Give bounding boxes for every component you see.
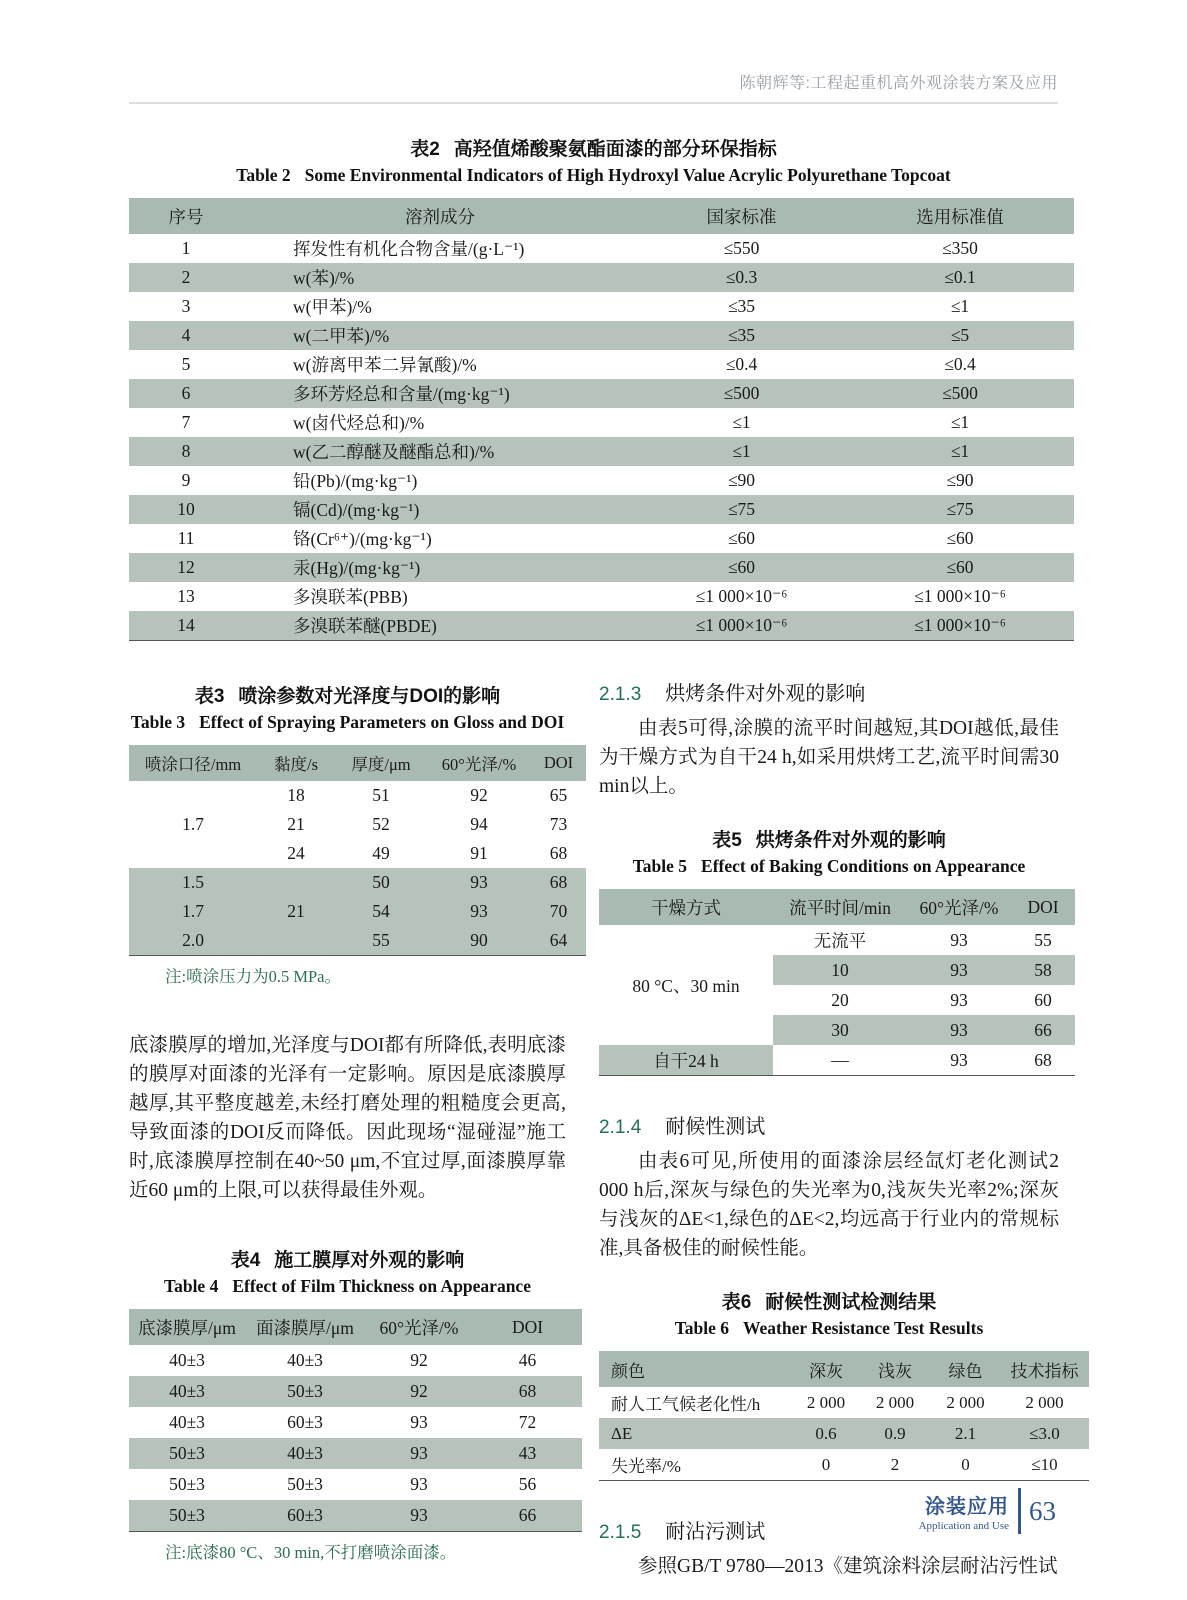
cell: 40±3 xyxy=(245,1438,365,1469)
cell: 11 xyxy=(177,528,195,548)
cell: 51 xyxy=(372,785,390,805)
cell: 90 xyxy=(427,926,531,956)
film-thickness-table xyxy=(129,1309,582,1532)
cell: 2.1 xyxy=(931,1418,1000,1449)
cell: 93 xyxy=(950,929,968,950)
cell: 80 °C、30 min xyxy=(632,975,740,996)
section-heading-2-1-3 xyxy=(599,677,1059,706)
cell: ≤1 000×10⁻⁶ xyxy=(914,586,1006,606)
cell: 92 xyxy=(410,1350,428,1370)
column-header: 技术指标 xyxy=(1000,1351,1089,1387)
cell: 40±3 xyxy=(287,1350,323,1370)
cell: 40±3 xyxy=(169,1350,205,1370)
cell: ≤60 xyxy=(846,553,1074,582)
cell: ≤0.4 xyxy=(725,354,758,374)
table6-label-cn: 表6 xyxy=(721,1292,752,1313)
table2-title-cn xyxy=(129,134,1058,161)
cell: 0.6 xyxy=(793,1418,859,1449)
cell: ≤60 xyxy=(727,528,756,548)
cell: w(乙二醇醚及醚酯总和)/% xyxy=(243,437,637,466)
cell: 70 xyxy=(531,897,586,926)
cell: 多溴联苯醚(PBDE) xyxy=(243,611,637,641)
table5-label-en: Table 5 xyxy=(632,856,688,876)
cell: 镉(Cd)/(mg·kg⁻¹) xyxy=(243,495,637,524)
column-header: 颜色 xyxy=(599,1351,793,1387)
cell: 12 xyxy=(129,553,243,582)
cell: 65 xyxy=(549,785,568,805)
table2-label-cn: 表2 xyxy=(410,139,440,160)
cell: ≤1 xyxy=(732,412,751,432)
footer-section-en: Application and Use xyxy=(918,1520,1009,1532)
cell: 多溴联苯(PBB) xyxy=(293,587,408,607)
column-header: 黏度/s xyxy=(257,745,335,781)
section-title: 耐沾污测试 xyxy=(665,1521,766,1543)
table5-title-en-text: Effect of Baking Conditions on Appearance xyxy=(701,856,1026,876)
cell: 55 xyxy=(1034,929,1052,950)
left-column xyxy=(129,667,574,1563)
cell: w(苯)/% xyxy=(243,263,637,292)
cell: ≤1 xyxy=(637,437,846,466)
cell: ≤3.0 xyxy=(1000,1418,1089,1449)
cell: 10 xyxy=(129,495,243,524)
table5-title-cn xyxy=(599,825,1059,852)
cell: 60±3 xyxy=(287,1412,323,1432)
cell: 68 xyxy=(473,1376,582,1407)
cell: 93 xyxy=(427,897,531,926)
cell: 自干24 h xyxy=(599,1045,773,1076)
table4-label-cn: 表4 xyxy=(230,1250,261,1271)
cell: 失光率/% xyxy=(611,1457,681,1476)
table3-note: 注:喷涂压力为0.5 MPa。 xyxy=(165,967,342,986)
cell: 49 xyxy=(372,843,390,863)
section-heading-2-1-4 xyxy=(599,1110,1059,1139)
cell: 60±3 xyxy=(245,1500,365,1532)
column-header: 喷涂口径/mm xyxy=(129,745,257,781)
cell: 50 xyxy=(335,868,427,897)
cell: ≤75 xyxy=(846,495,1074,524)
cell: ≤60 xyxy=(637,553,846,582)
column-header: 溶剂成分 xyxy=(243,198,637,234)
cell: 1.5 xyxy=(129,868,257,897)
section-2-1-3-body: 由表5可得,涂膜的流平时间越短,其DOI越低,最佳为干燥方式为自干24 h,如采用烘烤工艺,流平时间需30 min以上。 xyxy=(599,718,1059,797)
column-header: 厚度/μm xyxy=(335,745,427,781)
cell: ≤10 xyxy=(1031,1454,1058,1474)
cell: ≤500 xyxy=(846,379,1074,408)
cell: 40±3 xyxy=(169,1412,205,1432)
cell: w(甲苯)/% xyxy=(293,297,372,317)
cell: 93 xyxy=(950,989,968,1010)
header-divider xyxy=(129,102,1058,104)
column-header: 60°光泽/% xyxy=(907,889,1011,925)
cell: 无流平 xyxy=(813,930,867,951)
cell: ≤0.3 xyxy=(637,263,846,292)
cell: 68 xyxy=(531,868,586,897)
cell xyxy=(257,868,335,897)
table5-label-cn: 表5 xyxy=(712,830,742,851)
table2-title-en xyxy=(129,165,1058,186)
cell: 52 xyxy=(372,814,390,834)
cell: 挥发性有机化合物含量/(g·L⁻¹) xyxy=(293,239,525,259)
body-paragraph-film-thickness: 底漆膜厚的增加,光泽度与DOI都有所降低,表明底漆的膜厚对面漆的光泽有一定影响。原因是底漆膜厚越厚,其平整度越差,未经打磨处理的粗糙度会更高,导致面漆的DOI反而降低。因此现场“湿碰湿”施工时,底漆膜厚控制在40~50 μm,不宜过厚,面漆膜厚靠近60 μm的上限,可以获得最佳外观。 xyxy=(129,1035,566,1201)
column-header: 流平时间/min xyxy=(773,889,907,925)
column-header: 干燥方式 xyxy=(599,889,773,925)
cell: 20 xyxy=(831,989,849,1010)
cell: ≤90 xyxy=(727,470,756,490)
cell: 73 xyxy=(549,814,568,834)
cell: 92 xyxy=(470,785,488,805)
cell: 50±3 xyxy=(169,1474,205,1494)
cell: 50±3 xyxy=(129,1438,245,1469)
column-header: 60°光泽/% xyxy=(427,745,531,781)
table5-title-en xyxy=(599,856,1059,877)
table2-title-cn-text: 高羟值烯酸聚氨酯面漆的部分环保指标 xyxy=(453,139,777,160)
section-number: 2.1.4 xyxy=(599,1117,642,1138)
cell: ≤35 xyxy=(727,296,756,316)
cell: 0 xyxy=(821,1454,831,1474)
cell: ≤1 000×10⁻⁶ xyxy=(637,611,846,641)
cell: 46 xyxy=(518,1350,537,1370)
footer-divider-bar xyxy=(1018,1488,1021,1534)
cell: 耐人工气候老化性/h xyxy=(611,1395,761,1414)
cell: 91 xyxy=(470,843,488,863)
column-header: 60°光泽/% xyxy=(365,1309,473,1345)
cell: w(二甲苯)/% xyxy=(243,321,637,350)
cell: 6 xyxy=(129,379,243,408)
cell: 21 xyxy=(257,897,335,926)
cell: 60 xyxy=(1034,989,1052,1010)
cell: 54 xyxy=(335,897,427,926)
cell: 66 xyxy=(1011,1015,1075,1045)
section-2-1-5-body: 参照GB/T 9780—2013《建筑涂料涂层耐沾污性试 xyxy=(638,1556,1058,1577)
weather-resistance-table xyxy=(599,1351,1089,1481)
cell: 7 xyxy=(181,412,191,432)
cell: ≤35 xyxy=(637,321,846,350)
page-footer xyxy=(919,1488,1056,1534)
cell: 55 xyxy=(335,926,427,956)
cell: ≤5 xyxy=(846,321,1074,350)
cell: 铅(Pb)/(mg·kg⁻¹) xyxy=(293,471,418,491)
cell: 2 000 xyxy=(806,1392,846,1412)
page-number: 63 xyxy=(1029,1495,1056,1526)
cell: 50±3 xyxy=(129,1500,245,1532)
table3-title-en xyxy=(129,712,566,733)
cell: 2 000 xyxy=(946,1392,985,1412)
cell: 18 xyxy=(287,785,305,805)
column-header: 深灰 xyxy=(793,1351,859,1387)
cell: ≤0.1 xyxy=(846,263,1074,292)
cell: 2 000 xyxy=(875,1392,915,1412)
table4-title-en xyxy=(129,1276,566,1297)
table3-title-en-text: Effect of Spraying Parameters on Gloss and DOI xyxy=(199,712,565,732)
cell: ≤500 xyxy=(637,379,846,408)
footer-section-cn: 涂装应用 xyxy=(925,1496,1009,1518)
cell: 93 xyxy=(365,1500,473,1532)
cell: 58 xyxy=(1011,955,1075,985)
table4-title-en-text: Effect of Film Thickness on Appearance xyxy=(232,1276,531,1296)
cell: ≤75 xyxy=(637,495,846,524)
section-number: 2.1.5 xyxy=(599,1522,642,1543)
cell: 铬(Cr⁶⁺)/(mg·kg⁻¹) xyxy=(293,529,432,549)
cell: 93 xyxy=(365,1438,473,1469)
environmental-indicators-table xyxy=(129,198,1074,641)
table5-title-cn-text: 烘烤条件对外观的影响 xyxy=(755,830,946,851)
cell: 3 xyxy=(181,296,191,316)
cell: 56 xyxy=(518,1474,537,1494)
cell: 13 xyxy=(177,586,195,606)
cell: 93 xyxy=(950,1049,968,1070)
cell xyxy=(129,781,257,810)
column-header: 序号 xyxy=(129,198,243,234)
cell: 30 xyxy=(773,1015,907,1045)
cell: 9 xyxy=(181,470,191,490)
cell: ≤1 xyxy=(950,296,970,316)
cell: 21 xyxy=(287,814,305,834)
cell: 8 xyxy=(129,437,243,466)
cell: 66 xyxy=(473,1500,582,1532)
right-column xyxy=(599,667,1079,1581)
table3-title-cn xyxy=(129,681,566,708)
column-header: 浅灰 xyxy=(859,1351,931,1387)
cell: 68 xyxy=(549,843,568,863)
cell: 2 xyxy=(129,263,243,292)
footer-section-names xyxy=(919,1490,1009,1532)
cell: 93 xyxy=(907,1015,1011,1045)
cell: 2 000 xyxy=(1025,1392,1064,1412)
spraying-parameters-table xyxy=(129,745,586,956)
cell: 92 xyxy=(365,1376,473,1407)
cell: ≤1 xyxy=(846,437,1074,466)
cell: 0 xyxy=(961,1454,970,1474)
cell: w(游离甲苯二异氰酸)/% xyxy=(293,355,477,375)
baking-conditions-table xyxy=(599,889,1075,1076)
cell: 50±3 xyxy=(287,1474,323,1494)
table6-title-en xyxy=(599,1318,1059,1339)
cell: ≤1 000×10⁻⁶ xyxy=(846,611,1074,641)
table4-title-cn-text: 施工膜厚对外观的影响 xyxy=(274,1250,465,1271)
column-header: 选用标准值 xyxy=(846,198,1074,234)
cell: 5 xyxy=(181,354,191,374)
cell: ≤60 xyxy=(946,528,974,548)
table4-note: 注:底漆80 °C、30 min,不打磨喷涂面漆。 xyxy=(165,1543,457,1562)
table4-label-en: Table 4 xyxy=(164,1276,219,1296)
cell: 0.9 xyxy=(859,1418,931,1449)
cell: 72 xyxy=(518,1412,537,1432)
table2-label-en: Table 2 xyxy=(236,165,291,185)
column-header: 底漆膜厚/μm xyxy=(129,1309,245,1345)
cell: ≤550 xyxy=(723,238,760,258)
cell: 68 xyxy=(1034,1049,1052,1070)
column-header: 绿色 xyxy=(931,1351,1000,1387)
column-header: DOI xyxy=(1011,889,1075,925)
table3-title-cn-text: 喷涂参数对光泽度与DOI的影响 xyxy=(238,686,501,707)
cell: 1.7 xyxy=(182,814,204,834)
cell: ≤90 xyxy=(946,470,974,490)
cell: 1.7 xyxy=(129,897,257,926)
cell: — xyxy=(831,1049,849,1070)
cell: 24 xyxy=(287,843,305,863)
cell: 多环芳烃总和含量/(mg·kg⁻¹) xyxy=(243,379,637,408)
cell: ≤0.4 xyxy=(944,354,976,374)
cell: 10 xyxy=(773,955,907,985)
cell: 4 xyxy=(129,321,243,350)
cell: 93 xyxy=(410,1474,428,1494)
cell: 93 xyxy=(410,1412,428,1432)
column-header: 面漆膜厚/μm xyxy=(245,1309,365,1345)
cell: 14 xyxy=(129,611,243,641)
table3-label-cn: 表3 xyxy=(194,686,225,707)
section-number: 2.1.3 xyxy=(599,684,642,705)
cell: 64 xyxy=(531,926,586,956)
cell: 50±3 xyxy=(245,1376,365,1407)
column-header: DOI xyxy=(473,1309,582,1345)
table4-title-cn xyxy=(129,1245,566,1272)
section-title: 烘烤条件对外观的影响 xyxy=(665,683,866,705)
cell: 汞(Hg)/(mg·kg⁻¹) xyxy=(243,553,637,582)
table6-label-en: Table 6 xyxy=(674,1318,729,1338)
cell xyxy=(129,839,257,868)
column-header: 国家标准 xyxy=(637,198,846,234)
cell: 43 xyxy=(473,1438,582,1469)
cell: 93 xyxy=(427,868,531,897)
cell: 40±3 xyxy=(129,1376,245,1407)
cell: 93 xyxy=(907,955,1011,985)
cell: w(卤代烃总和)/% xyxy=(293,413,425,433)
cell: 2 xyxy=(890,1454,900,1474)
cell: 1 xyxy=(181,238,191,258)
table6-title-en-text: Weather Resistance Test Results xyxy=(743,1318,984,1338)
cell xyxy=(257,926,335,956)
cell: ≤350 xyxy=(942,238,978,258)
column-header: DOI xyxy=(531,745,586,781)
running-head: 陈朝辉等:工程起重机高外观涂装方案及应用 xyxy=(739,75,1058,92)
cell: 2.0 xyxy=(129,926,257,956)
cell: 94 xyxy=(470,814,488,834)
table6-title-cn xyxy=(599,1287,1059,1314)
cell: ≤1 xyxy=(950,412,970,432)
table2-title-en-text: Some Environmental Indicators of High Hydroxyl Value Acrylic Polyurethane Topcoat xyxy=(304,165,951,185)
table3-label-en: Table 3 xyxy=(130,712,186,732)
cell: ΔE xyxy=(599,1418,793,1449)
cell: ≤1 000×10⁻⁶ xyxy=(695,586,788,606)
table6-title-cn-text: 耐候性测试检测结果 xyxy=(765,1292,937,1313)
section-title: 耐候性测试 xyxy=(665,1116,766,1138)
section-2-1-4-body: 由表6可见,所使用的面漆涂层经氙灯老化测试2 000 h后,深灰与绿色的失光率为0,浅灰失光率2%;深灰与浅灰的ΔE<1,绿色的ΔE<2,均远高于行业内的常规标准,具备极佳的耐候性能。 xyxy=(599,1151,1059,1259)
